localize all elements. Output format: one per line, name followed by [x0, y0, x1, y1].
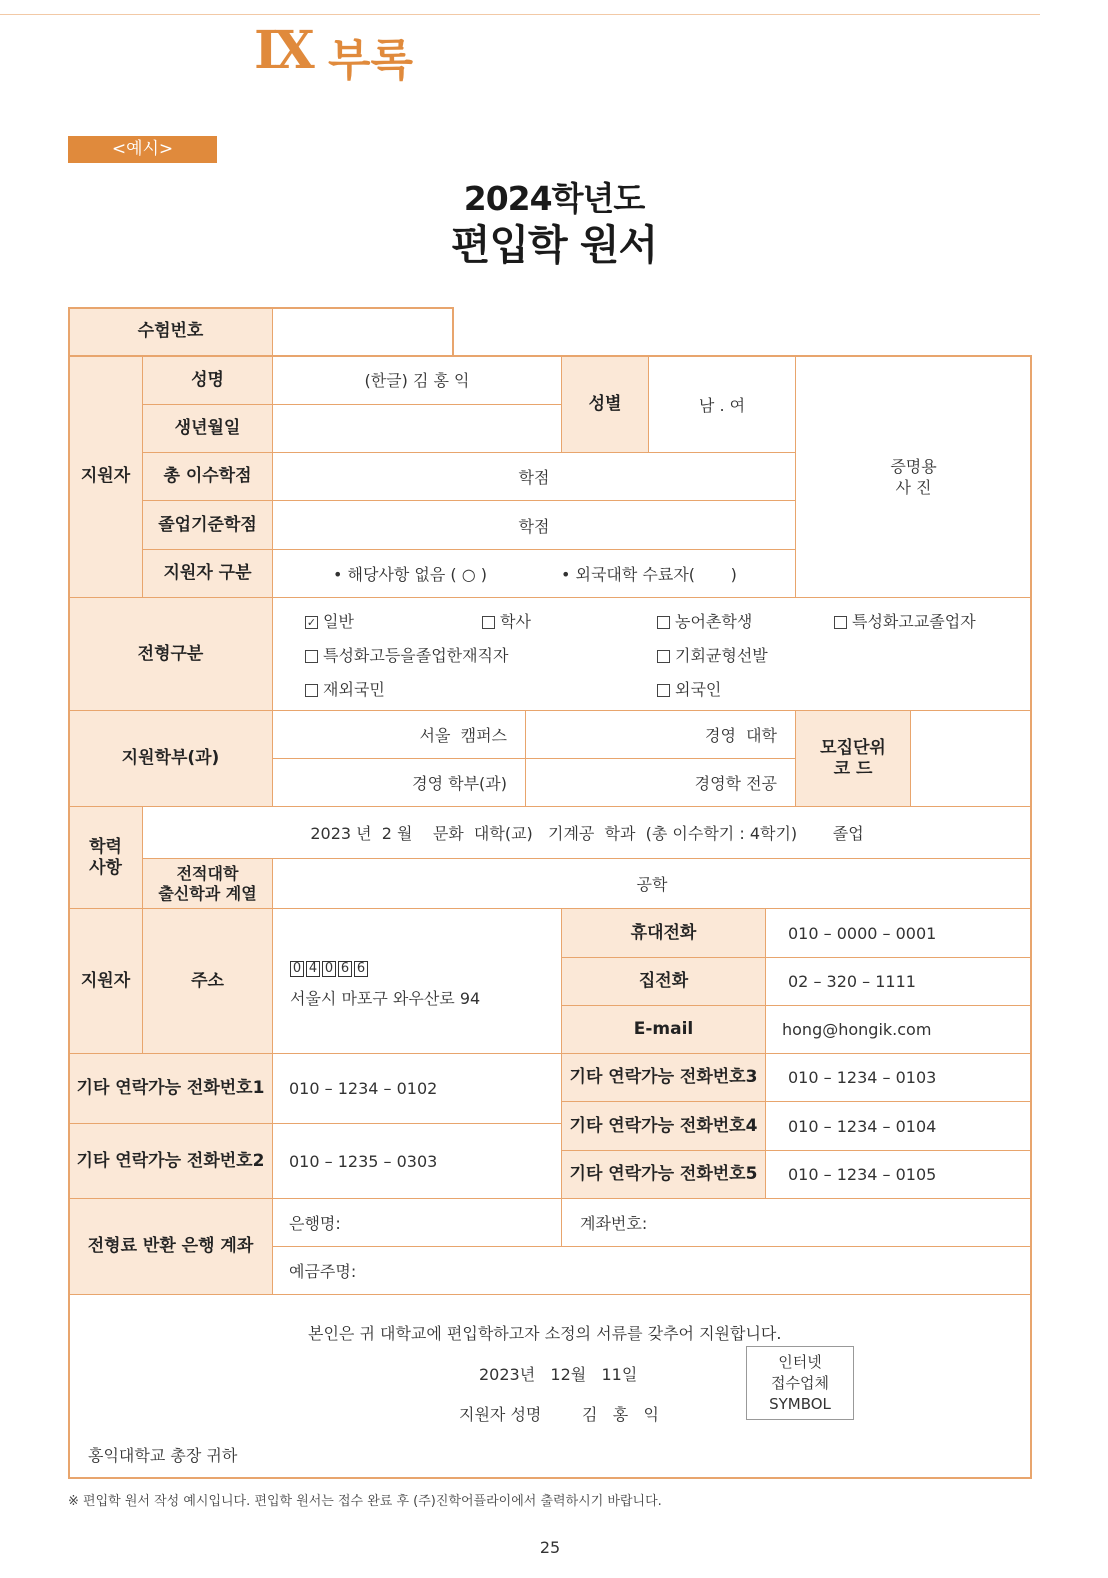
chapter-title: 부록	[328, 35, 414, 86]
home-phone-field[interactable]: 02 – 320 – 1111	[765, 957, 1032, 1006]
education-field[interactable]: 2023 년 2 월 문화 대학(교) 기계공 학과 (총 이수학기 : 4학기) 졸업	[142, 806, 1032, 859]
doc-year: 2024학년도	[463, 179, 645, 218]
admission-option-general[interactable]: ✓ 일반	[306, 612, 354, 631]
admission-option-opportunity[interactable]: 기회균형선발	[657, 643, 768, 666]
admission-option-foreigner[interactable]: 외국인	[657, 677, 721, 700]
declaration-date: 2023년 12월 11일	[479, 1365, 638, 1384]
other-phone-2-label: 기타 연락가능 전화번호2	[68, 1123, 273, 1199]
email-field[interactable]: hong@hongik.com	[765, 1005, 1032, 1054]
other-phone-3-label: 기타 연락가능 전화번호3	[561, 1053, 766, 1102]
total-credit-label: 총 이수학점	[142, 452, 273, 501]
major-field[interactable]: 경영학 전공	[525, 758, 796, 807]
other-phone-1-label: 기타 연락가능 전화번호1	[68, 1053, 273, 1124]
unit-code-field[interactable]	[910, 710, 1032, 807]
college-field[interactable]: 경영 대학	[525, 710, 796, 759]
contact-section-label: 지원자	[68, 908, 143, 1054]
department-label: 지원학부(과)	[68, 710, 273, 807]
address-label: 주소	[142, 908, 273, 1054]
checkbox-icon	[482, 616, 495, 629]
account-number-field[interactable]: 계좌번호:	[561, 1198, 1032, 1247]
division-field[interactable]: 경영 학부(과)	[272, 758, 526, 807]
exam-number-label: 수험번호	[68, 307, 273, 356]
home-phone-label: 집전화	[561, 957, 766, 1006]
other-phone-2-field[interactable]: 010 – 1235 – 0303	[272, 1123, 562, 1199]
symbol-box: 인터넷 접수업체 SYMBOL	[746, 1346, 854, 1420]
declaration-signer: 지원자 성명 김 홍 익	[459, 1405, 659, 1424]
header-rule	[0, 14, 1040, 15]
other-phone-4-field[interactable]: 010 – 1234 – 0104	[765, 1101, 1032, 1151]
chapter-number: IX	[254, 20, 311, 81]
mobile-field[interactable]: 010 – 0000 – 0001	[765, 908, 1032, 958]
applicant-type-field[interactable]	[272, 549, 796, 598]
name-field[interactable]: (한글) 김 홍 익	[272, 355, 562, 405]
other-phone-5-field[interactable]: 010 – 1234 – 0105	[765, 1150, 1032, 1199]
page-number: 25	[539, 1538, 561, 1557]
refund-account-label: 전형료 반환 은행 계좌	[68, 1198, 273, 1295]
address-value: 서울시 마포구 와우산로 94	[290, 989, 481, 1008]
bank-name-field[interactable]: 은행명:	[272, 1198, 562, 1247]
checkbox-icon	[305, 650, 318, 663]
grad-credit-label: 졸업기준학점	[142, 500, 273, 550]
account-holder-field[interactable]: 예금주명:	[272, 1246, 1032, 1295]
addressee: 홍익대학교 총장 귀하	[88, 1446, 238, 1465]
admission-option-rural[interactable]: 농어촌학생	[657, 609, 752, 632]
checkbox-icon	[834, 616, 847, 629]
doc-main-title: 편입학 원서	[450, 221, 658, 269]
gender-label: 성별	[561, 355, 649, 453]
zip-code: 0 4 0 6 6	[290, 957, 370, 977]
total-credit-field[interactable]: 학점	[272, 452, 796, 501]
mobile-label: 휴대전화	[561, 908, 766, 958]
birthdate-label: 생년월일	[142, 404, 273, 453]
other-phone-1-field[interactable]: 010 – 1234 – 0102	[272, 1053, 562, 1124]
other-phone-4-label: 기타 연락가능 전화번호4	[561, 1101, 766, 1151]
document-title	[0, 178, 1108, 270]
admission-option-bachelor[interactable]: 학사	[482, 609, 531, 632]
checkbox-icon	[305, 684, 318, 697]
campus-field[interactable]: 서울 캠퍼스	[272, 710, 526, 759]
exam-number-field[interactable]	[272, 307, 454, 356]
other-phone-5-label: 기타 연락가능 전화번호5	[561, 1150, 766, 1199]
admission-option-vocational[interactable]: 특성화고교졸업자	[834, 609, 976, 632]
admission-option-vocational-worker[interactable]: 특성화고등을졸업한재직자	[305, 643, 508, 666]
admission-type-label: 전형구분	[68, 597, 273, 711]
education-label: 학력 사항	[68, 806, 143, 909]
footnote: ※ 편입학 원서 작성 예시입니다. 편입학 원서는 접수 완료 후 (주)진학어플라이에서 출력하시기 바랍니다.	[68, 1494, 662, 1509]
unit-code-label: 모집단위 코 드	[795, 710, 911, 807]
grad-credit-field[interactable]: 학점	[272, 500, 796, 550]
applicant-section-label: 지원자	[68, 355, 143, 598]
photo-area[interactable]: 증명용 사 진	[795, 355, 1032, 598]
checkbox-icon	[657, 684, 670, 697]
checkbox-icon	[657, 650, 670, 663]
name-label: 성명	[142, 355, 273, 405]
admission-option-overseas-korean[interactable]: 재외국민	[305, 677, 385, 700]
checkbox-checked-icon: ✓	[306, 616, 317, 629]
checkbox-icon	[657, 616, 670, 629]
previous-major-field[interactable]: 공학	[272, 858, 1032, 909]
other-phone-3-field[interactable]: 010 – 1234 – 0103	[765, 1053, 1032, 1102]
applicant-type-option-foreign[interactable]: • 외국대학 수료자( )	[561, 565, 737, 584]
birthdate-field[interactable]	[272, 404, 562, 453]
previous-major-label: 전적대학 출신학과 계열	[142, 858, 273, 909]
applicant-type-option-none[interactable]: • 해당사항 없음 ( ○ )	[333, 565, 488, 584]
gender-field[interactable]: 남 . 여	[648, 355, 796, 453]
applicant-type-label: 지원자 구분	[142, 549, 273, 598]
example-badge: <예시>	[68, 136, 217, 163]
declaration-statement: 본인은 귀 대학교에 편입학하고자 소정의 서류를 갖추어 지원합니다.	[308, 1324, 782, 1343]
email-label: E-mail	[561, 1005, 766, 1054]
address-field[interactable]	[272, 908, 562, 1054]
